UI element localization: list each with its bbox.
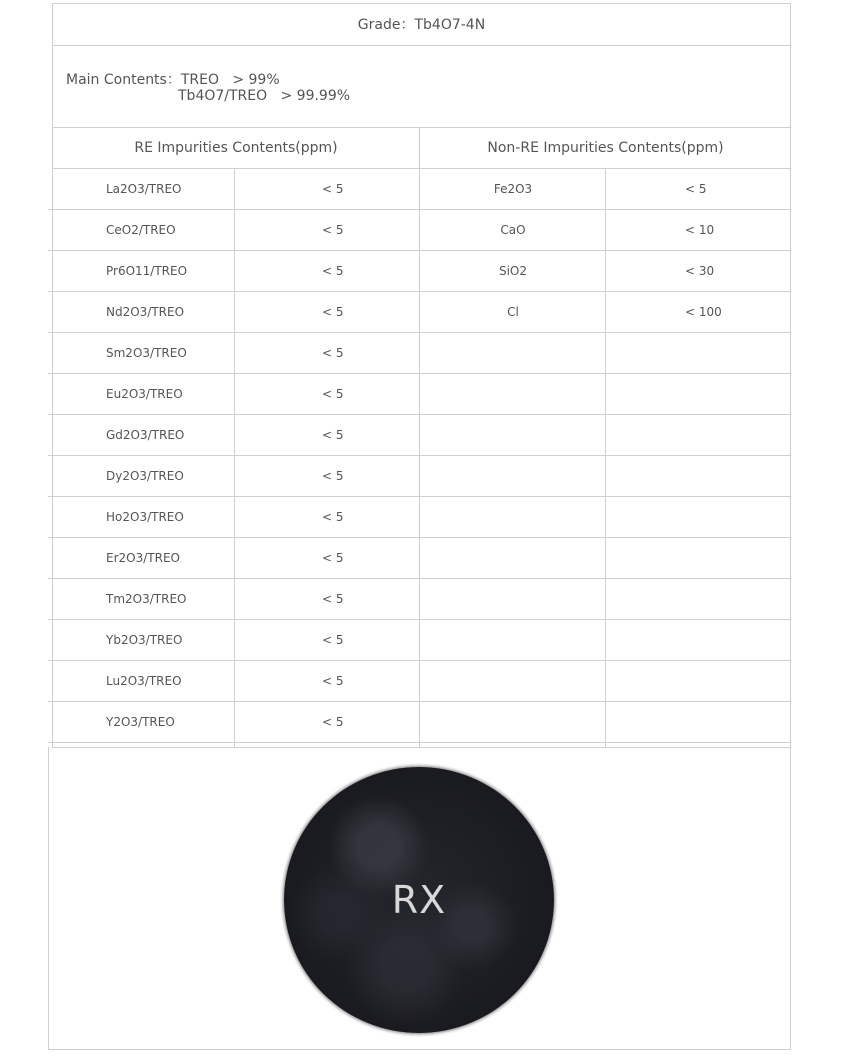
re-impurity-value: < 5 [322, 182, 344, 196]
re-impurity-value: < 5 [322, 223, 344, 237]
re-impurity-name: Y2O3/TREO [106, 715, 175, 729]
column-divider-right [605, 169, 606, 747]
non-re-impurity-name: SiO2 [498, 264, 528, 278]
non-re-impurities-header [420, 127, 791, 169]
non-re-impurity-name: Cl [507, 305, 519, 319]
re-impurity-value: < 5 [322, 428, 344, 442]
re-impurity-value: < 5 [322, 633, 344, 647]
re-impurity-name: Lu2O3/TREO [106, 674, 182, 688]
spec-sheet [48, 3, 791, 1050]
re-impurity-value: < 5 [322, 469, 344, 483]
grade-text: Grade：Tb4O7-4N [357, 17, 486, 33]
re-impurity-value: < 5 [322, 264, 344, 278]
re-impurity-value: < 5 [322, 510, 344, 524]
column-divider-center [419, 127, 420, 747]
watermark-label: RX [391, 878, 447, 922]
re-impurity-name: Gd2O3/TREO [106, 428, 185, 442]
non-re-impurity-value: < 30 [685, 264, 715, 278]
column-divider-left [234, 169, 235, 747]
product-photo-box [48, 747, 791, 1050]
re-impurities-header [52, 127, 420, 169]
re-impurity-name: Nd2O3/TREO [106, 305, 185, 319]
main-contents [52, 45, 791, 128]
re-impurity-name: Er2O3/TREO [106, 551, 180, 565]
non-re-impurity-value: < 5 [685, 182, 707, 196]
non-re-impurity-value: < 10 [685, 223, 715, 237]
re-impurity-value: < 5 [322, 305, 344, 319]
re-impurity-name: Ho2O3/TREO [106, 510, 184, 524]
re-impurity-name: Tm2O3/TREO [106, 592, 187, 606]
non-re-impurity-name: CaO [500, 223, 526, 237]
re-impurity-value: < 5 [322, 346, 344, 360]
re-impurity-name: Yb2O3/TREO [106, 633, 183, 647]
grade-title [52, 3, 791, 46]
non-re-impurity-value: < 100 [685, 305, 722, 319]
re-impurity-name: CeO2/TREO [106, 223, 176, 237]
re-impurity-name: Eu2O3/TREO [106, 387, 183, 401]
product-powder-image [284, 767, 554, 1033]
non-re-impurity-name: Fe2O3 [493, 182, 533, 196]
re-impurity-value: < 5 [322, 387, 344, 401]
main-contents-line2: Tb4O7/TREO > 99.99% [178, 88, 351, 104]
re-impurity-name: La2O3/TREO [106, 182, 182, 196]
re-impurity-name: Dy2O3/TREO [106, 469, 184, 483]
re-impurity-name: Sm2O3/TREO [106, 346, 187, 360]
non-re-header-text: Non-RE Impurities Contents(ppm) [487, 139, 724, 156]
re-impurity-value: < 5 [322, 715, 344, 729]
re-impurity-name: Pr6O11/TREO [106, 264, 188, 278]
main-contents-line1: Main Contents：TREO > 99% [66, 72, 280, 88]
re-impurity-value: < 5 [322, 592, 344, 606]
re-impurity-value: < 5 [322, 674, 344, 688]
re-impurity-value: < 5 [322, 551, 344, 565]
re-header-text: RE Impurities Contents(ppm) [134, 139, 338, 156]
